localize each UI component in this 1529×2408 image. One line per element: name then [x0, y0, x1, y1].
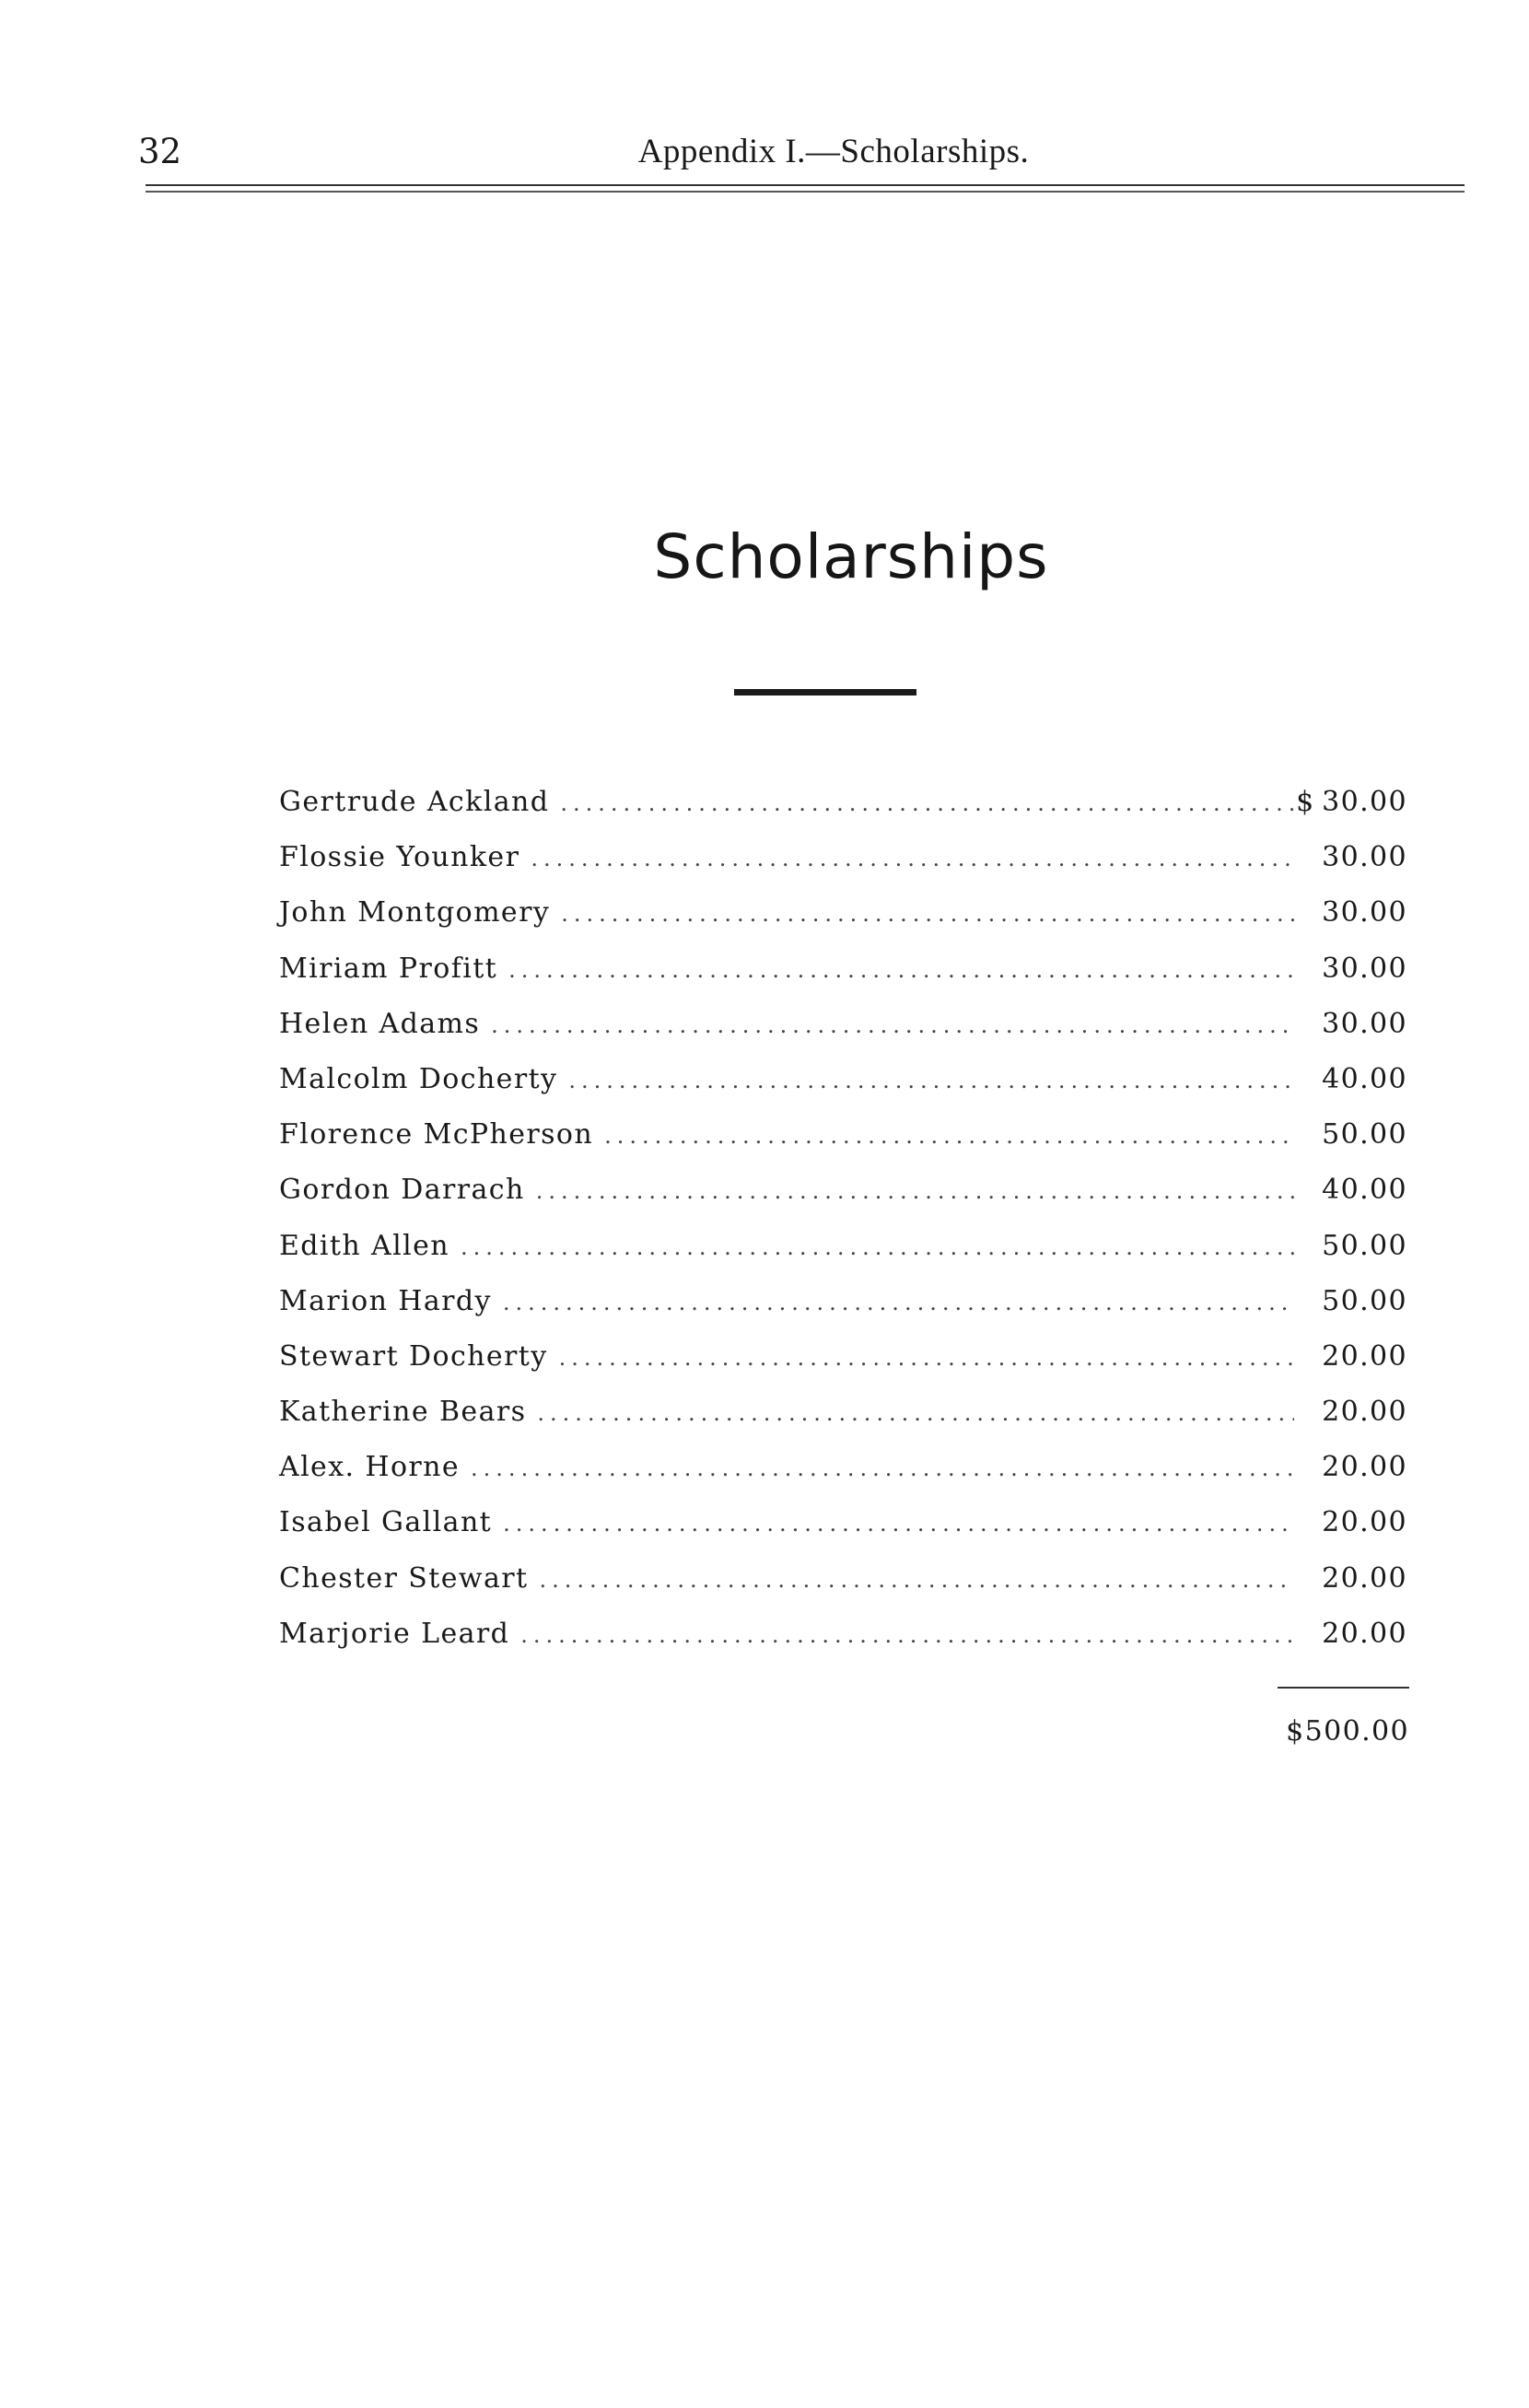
recipient-name: Marjorie Leard — [279, 1617, 510, 1650]
list-item — [279, 1495, 1407, 1550]
amount: 20.00 — [1322, 1396, 1407, 1429]
dot-leader — [536, 1163, 1294, 1219]
list-item — [279, 1385, 1407, 1440]
dot-leader — [471, 1441, 1294, 1496]
amount: 30.00 — [1322, 841, 1407, 874]
list-item — [279, 1107, 1407, 1163]
dot-leader — [503, 1496, 1294, 1551]
header-rule — [146, 182, 1465, 195]
amount: 40.00 — [1322, 1174, 1407, 1207]
amount: 20.00 — [1322, 1617, 1407, 1650]
recipient-name: Isabel Gallant — [279, 1506, 493, 1539]
list-item — [279, 1607, 1407, 1662]
recipient-name: Florence McPherson — [279, 1118, 594, 1151]
dot-leader — [461, 1220, 1294, 1275]
dot-leader — [568, 1053, 1294, 1108]
list-item — [279, 1219, 1407, 1274]
page-number: 32 — [138, 132, 182, 171]
total-amount: $500.00 — [1286, 1715, 1409, 1748]
amount: 20.00 — [1322, 1561, 1407, 1595]
running-title: Appendix I.—Scholarships. — [637, 133, 1030, 170]
amount: 50.00 — [1322, 1284, 1407, 1317]
recipient-name: Helen Adams — [279, 1007, 481, 1040]
header-rule-line — [146, 184, 1465, 186]
amount: 40.00 — [1322, 1062, 1407, 1095]
list-item — [279, 1163, 1407, 1218]
recipient-name: Marion Hardy — [279, 1284, 492, 1317]
dot-leader — [604, 1108, 1294, 1163]
amount: 30.00 — [1322, 1007, 1407, 1040]
recipient-name: Chester Stewart — [279, 1561, 529, 1595]
total-rule — [1278, 1687, 1409, 1689]
dot-leader — [559, 1330, 1295, 1385]
recipient-name: Katherine Bears — [279, 1396, 527, 1429]
list-item — [279, 885, 1407, 941]
list-item — [279, 1052, 1407, 1107]
list-item — [279, 1440, 1407, 1495]
dot-leader — [503, 1275, 1294, 1330]
list-item — [279, 997, 1407, 1052]
recipient-name: Miriam Profitt — [279, 952, 498, 985]
list-item — [279, 830, 1407, 885]
page-title: Scholarships — [653, 521, 1049, 592]
amount: 50.00 — [1322, 1118, 1407, 1151]
header-rule-line — [146, 191, 1465, 193]
dot-leader — [491, 998, 1294, 1053]
dot-leader — [561, 886, 1294, 941]
recipient-name: Flossie Younker — [279, 841, 520, 874]
list-item — [279, 1551, 1407, 1607]
list-item — [279, 1274, 1407, 1329]
amount: 30.00 — [1322, 952, 1407, 985]
currency-symbol: $ — [1296, 786, 1315, 818]
amount: 30.00 — [1322, 896, 1407, 929]
dot-leader — [539, 1552, 1294, 1607]
recipient-name: Malcolm Docherty — [279, 1062, 558, 1095]
list-item — [279, 1329, 1407, 1385]
recipient-name: Gordon Darrach — [279, 1174, 525, 1207]
recipient-name: Alex. Horne — [279, 1451, 461, 1484]
list-item — [279, 775, 1407, 830]
dot-leader — [508, 942, 1294, 998]
dot-leader — [520, 1607, 1294, 1663]
recipient-name: Gertrude Ackland — [279, 786, 550, 818]
title-rule — [734, 689, 916, 696]
amount: 20.00 — [1322, 1506, 1407, 1539]
dot-leader — [560, 776, 1294, 831]
list-item — [279, 941, 1407, 997]
dot-leader — [531, 831, 1294, 886]
amount: 30.00 — [1322, 786, 1407, 818]
amount: 20.00 — [1322, 1451, 1407, 1484]
amount: 20.00 — [1322, 1339, 1407, 1373]
amount: 50.00 — [1322, 1229, 1407, 1262]
dot-leader — [537, 1385, 1294, 1441]
recipient-name: Edith Allen — [279, 1229, 449, 1262]
recipient-name: John Montgomery — [279, 896, 551, 929]
scholarship-list — [279, 775, 1407, 1662]
recipient-name: Stewart Docherty — [279, 1339, 548, 1373]
